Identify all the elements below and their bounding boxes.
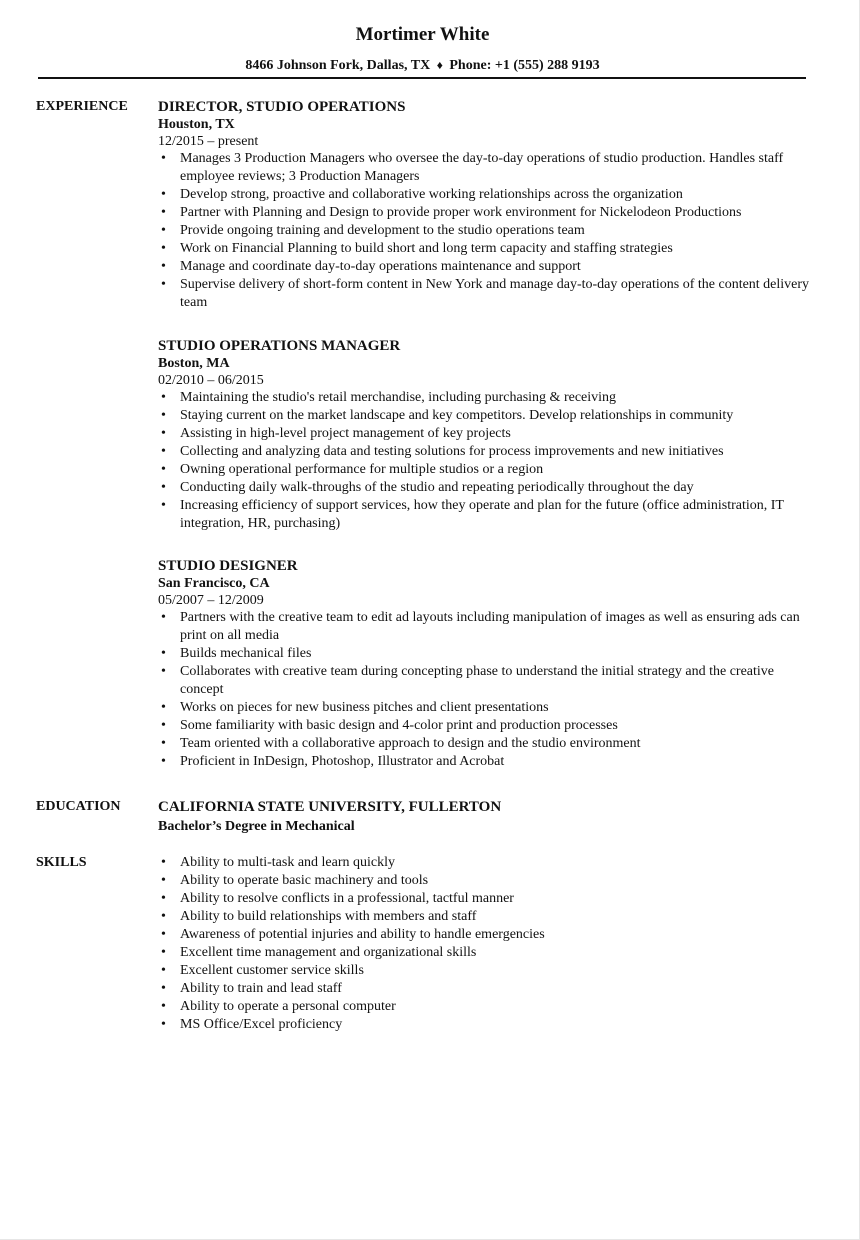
list-item-text: Ability to resolve conflicts in a professional, tactful manner [180,891,514,906]
list-item [158,872,818,890]
list-item-text: Maintaining the studio's retail merchandise, including purchasing & receiving [180,390,617,405]
skills-heading: SKILLS [36,855,87,870]
list-item [158,461,818,479]
candidate-name: Mortimer White [355,24,490,45]
bullet-icon: • [161,277,166,292]
list-item-text: Work on Financial Planning to build short and long term capacity and staffing strategies [180,241,673,256]
list-item [158,854,818,872]
list-item [158,890,818,908]
job-bullet-list [158,609,818,771]
job-title: STUDIO OPERATIONS MANAGER [158,338,401,354]
list-item-text: Awareness of potential injuries and ability to handle emergencies [180,927,545,942]
list-item-text: Supervise delivery of short-form content in New York and manage day-to-day operations of the content delivery team [180,277,810,310]
bullet-icon: • [161,1017,166,1032]
header-divider [38,77,806,79]
list-item-text: Provide ongoing training and development to the studio operations team [180,223,585,238]
job-bullet-list [158,150,818,312]
job-title: DIRECTOR, STUDIO OPERATIONS [158,99,406,115]
list-item-text: Team oriented with a collaborative approach to design and the studio environment [180,736,641,751]
list-item-text: Ability to multi-task and learn quickly [180,855,396,870]
bullet-icon: • [161,259,166,274]
bullet-icon: • [161,151,166,166]
job-entry [158,557,818,771]
list-item [158,908,818,926]
bullet-icon: • [161,205,166,220]
bullet-icon: • [161,390,166,405]
list-item-text: Assisting in high-level project management of key projects [180,426,511,441]
list-item-text: Manage and coordinate day-to-day operations maintenance and support [180,259,581,274]
skills-entry [158,854,818,1034]
contact-line [0,58,845,74]
list-item [158,609,818,645]
bullet-icon: • [161,981,166,996]
bullet-icon: • [161,223,166,238]
bullet-icon: • [161,754,166,769]
list-item [158,389,818,407]
list-item [158,735,818,753]
bullet-icon: • [161,480,166,495]
list-item-text: Manages 3 Production Managers who oversee the day-to-day operations of studio production. Handles staff employee reviews; 3 Production Managers [180,151,784,184]
list-item [158,276,818,312]
bullet-icon: • [161,736,166,751]
list-item [158,663,818,699]
list-item-text: Builds mechanical files [180,646,312,661]
list-item [158,717,818,735]
list-item-text: Ability to train and lead staff [180,981,342,996]
bullet-icon: • [161,408,166,423]
list-item [158,497,818,533]
bullet-icon: • [161,963,166,978]
list-item-text: Works on pieces for new business pitches and client presentations [180,700,549,715]
bullet-icon: • [161,909,166,924]
list-item [158,1016,818,1034]
list-item-text: Proficient in InDesign, Photoshop, Illustrator and Acrobat [180,754,505,769]
list-item-text: Increasing efficiency of support services, how they operate and plan for the future (office administration, IT integration, HR, purchasing) [180,498,784,531]
list-item-text: Excellent time management and organizational skills [180,945,477,960]
list-item [158,962,818,980]
list-item [158,944,818,962]
address: 8466 Johnson Fork, Dallas, TX [245,58,431,73]
education-entry [158,798,818,835]
list-item-text: Excellent customer service skills [180,963,364,978]
list-item [158,240,818,258]
bullet-icon: • [161,241,166,256]
phone: Phone: +1 (555) 288 9193 [449,58,600,73]
bullet-icon: • [161,927,166,942]
bullet-icon: • [161,945,166,960]
bullet-icon: • [161,187,166,202]
list-item [158,186,818,204]
job-location: San Francisco, CA [158,576,270,591]
job-dates: 02/2010 – 06/2015 [158,373,264,388]
list-item [158,479,818,497]
bullet-icon: • [161,873,166,888]
list-item-text: Ability to operate a personal computer [180,999,396,1014]
list-item-text: MS Office/Excel proficiency [180,1017,343,1032]
job-title: STUDIO DESIGNER [158,558,298,574]
list-item-text: Conducting daily walk-throughs of the studio and repeating periodically throughout the day [180,480,694,495]
list-item [158,443,818,461]
bullet-icon: • [161,462,166,477]
list-item-text: Owning operational performance for multiple studios or a region [180,462,544,477]
bullet-icon: • [161,700,166,715]
bullet-icon: • [161,891,166,906]
bullet-icon: • [161,498,166,513]
skills-list [158,854,818,1034]
bullet-icon: • [161,444,166,459]
list-item [158,699,818,717]
list-item [158,645,818,663]
school-name: CALIFORNIA STATE UNIVERSITY, FULLERTON [158,799,502,815]
list-item-text: Collaborates with creative team during concepting phase to understand the initial strategy and the creative concept [180,664,775,697]
degree: Bachelor’s Degree in Mechanical [158,819,355,834]
list-item [158,926,818,944]
list-item-text: Some familiarity with basic design and 4-color print and production processes [180,718,618,733]
diamond-separator-icon: ♦ [436,58,443,72]
list-item [158,998,818,1016]
list-item [158,204,818,222]
bullet-icon: • [161,855,166,870]
bullet-icon: • [161,646,166,661]
list-item-text: Ability to operate basic machinery and tools [180,873,429,888]
experience-heading: EXPERIENCE [36,99,128,114]
list-item-text: Staying current on the market landscape and key competitors. Develop relationships in community [180,408,734,423]
list-item [158,753,818,771]
list-item-text: Ability to build relationships with members and staff [180,909,477,924]
job-entry [158,337,818,533]
list-item-text: Develop strong, proactive and collaborative working relationships across the organization [180,187,683,202]
bullet-icon: • [161,664,166,679]
list-item-text: Partners with the creative team to edit ad layouts including manipulation of images as well as ensuring ads can print on all media [180,610,800,643]
education-heading: EDUCATION [36,799,121,814]
bullet-icon: • [161,718,166,733]
job-entry [158,98,818,312]
list-item [158,425,818,443]
list-item [158,980,818,998]
list-item-text: Collecting and analyzing data and testing solutions for process improvements and new initiatives [180,444,724,459]
list-item-text: Partner with Planning and Design to provide proper work environment for Nickelodeon Productions [180,205,742,220]
bullet-icon: • [161,610,166,625]
list-item [158,258,818,276]
job-dates: 05/2007 – 12/2009 [158,593,264,608]
job-bullet-list [158,389,818,533]
job-location: Boston, MA [158,356,230,371]
bullet-icon: • [161,999,166,1014]
list-item [158,407,818,425]
list-item [158,150,818,186]
job-dates: 12/2015 – present [158,134,259,149]
job-location: Houston, TX [158,117,235,132]
bullet-icon: • [161,426,166,441]
list-item [158,222,818,240]
